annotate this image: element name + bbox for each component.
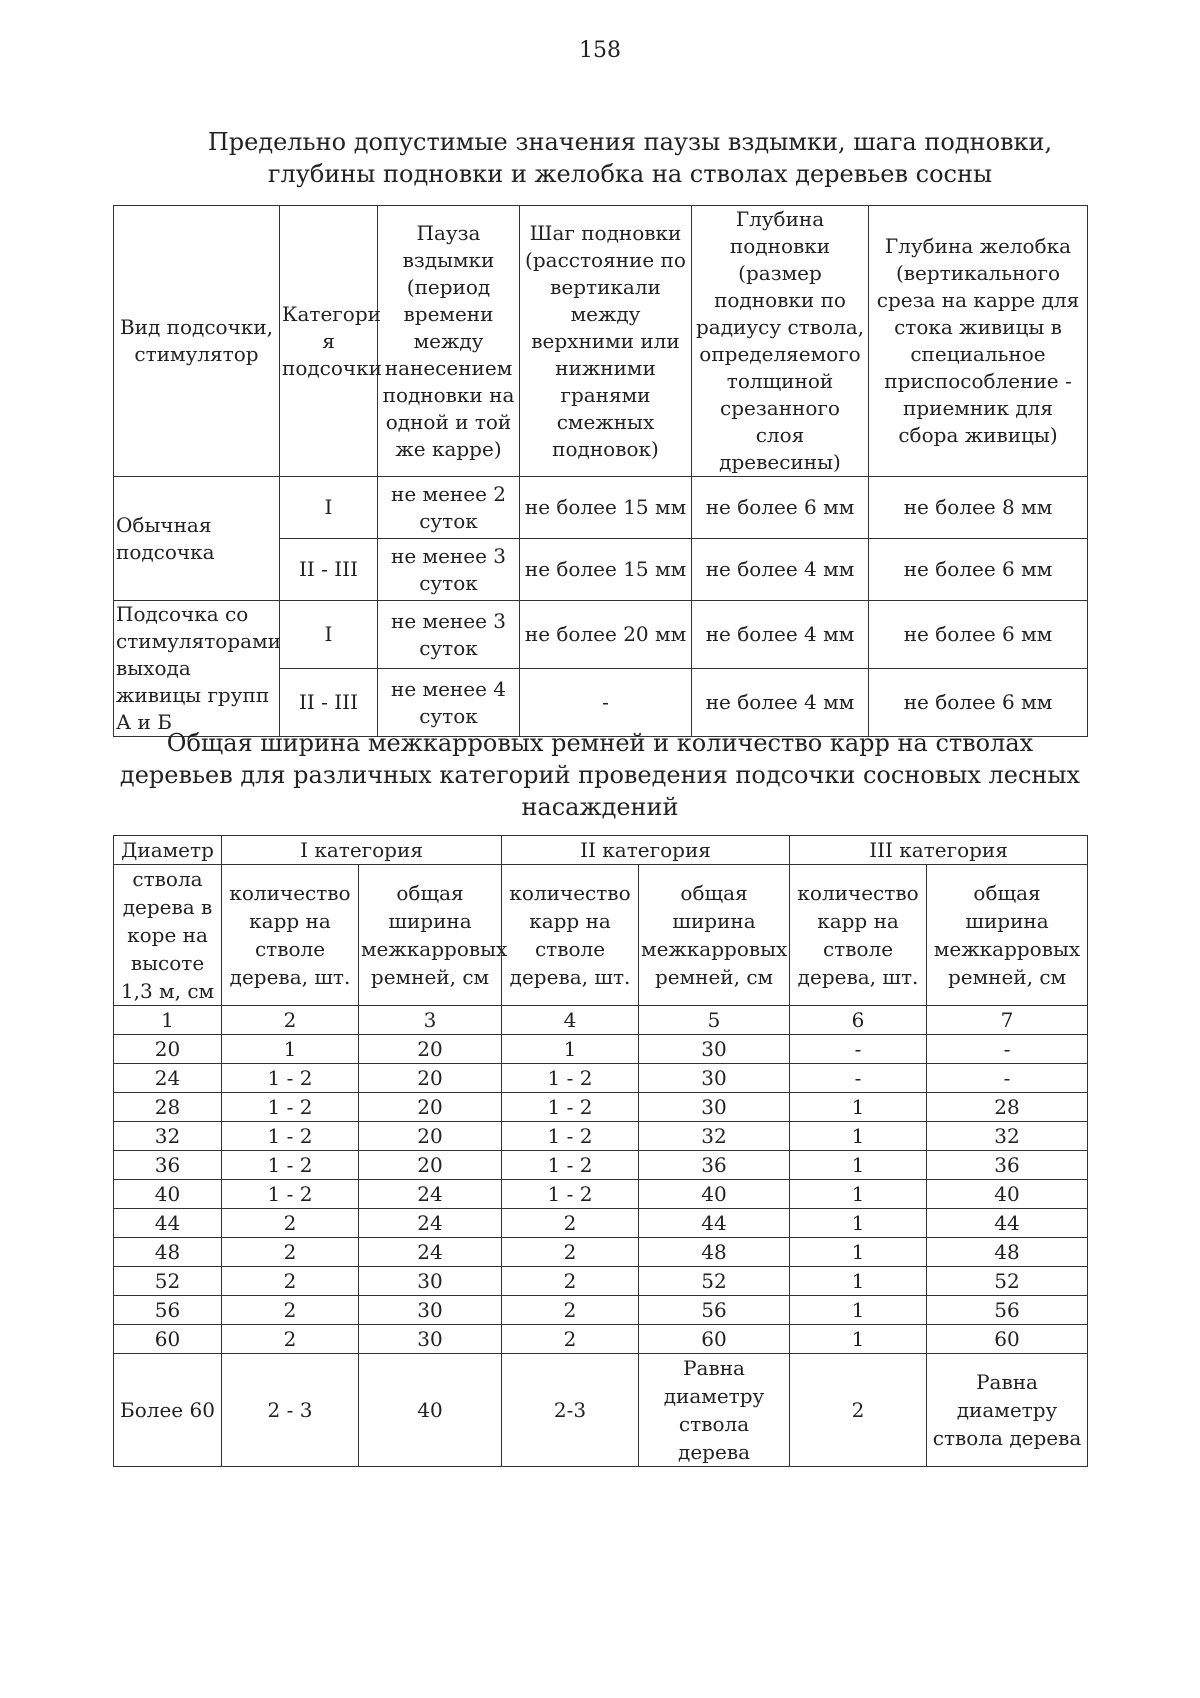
table-cell: 56	[639, 1296, 790, 1325]
table-cell: 28	[927, 1093, 1088, 1122]
tapping-type-cell: Подсочка со стимуляторами выхода живицы групп А и Б	[114, 601, 280, 737]
table-cell: 2	[502, 1296, 639, 1325]
table2-title-line: деревьев для различных категорий проведения подсочки сосновых лесных	[119, 761, 1081, 789]
table2-title-line: насаждений	[521, 793, 679, 821]
table2-title-line: Общая ширина межкарровых ремней и количество карр на стволах	[166, 729, 1034, 757]
header-category-1: I категория	[222, 836, 502, 865]
pause-cell: не менее 4 суток	[378, 669, 520, 737]
table-cell: 20	[359, 1064, 502, 1093]
table1-title-line: глубины подновки и желобка на стволах деревьев сосны	[267, 160, 993, 188]
diameter-cell: 40	[114, 1180, 222, 1209]
table-cell: 32	[639, 1122, 790, 1151]
table-cell: 56	[927, 1296, 1088, 1325]
table-cell: 1	[502, 1035, 639, 1064]
table-cell: 48	[639, 1238, 790, 1267]
groove-cell: не более 6 мм	[869, 669, 1088, 737]
table-cell: 36	[927, 1151, 1088, 1180]
table-cell: 1 - 2	[222, 1180, 359, 1209]
column-number: 6	[790, 1006, 927, 1035]
table-row	[114, 1064, 1088, 1093]
pause-cell: не менее 3 суток	[378, 601, 520, 669]
table-cell: 30	[359, 1325, 502, 1354]
table-header-row	[114, 206, 1088, 477]
table-cell: 20	[359, 1151, 502, 1180]
table-cell: 2	[222, 1238, 359, 1267]
table-cell: 2	[222, 1296, 359, 1325]
table-cell: 40	[639, 1180, 790, 1209]
table-cell: Равна диаметру ствола дерева	[927, 1354, 1088, 1467]
step-cell: не более 15 мм	[520, 477, 692, 539]
table-cell: 1 - 2	[222, 1151, 359, 1180]
table-cell: 2	[502, 1325, 639, 1354]
header-count: количество карр на стволе дерева, шт.	[790, 865, 927, 1006]
table-cell: 2-3	[502, 1354, 639, 1467]
header-width: общая ширина межкарровых ремней, см	[359, 865, 502, 1006]
header-depth: Глубина подновки (размер подновки по радиусу ствола, определяемого толщиной срезанного слоя древесины)	[692, 206, 869, 477]
table-cell: 30	[359, 1296, 502, 1325]
table-cell: 1 - 2	[502, 1122, 639, 1151]
diameter-cell: 44	[114, 1209, 222, 1238]
table-cell: 1	[790, 1122, 927, 1151]
depth-cell: не более 4 мм	[692, 601, 869, 669]
table-cell: 20	[359, 1093, 502, 1122]
table-cell: 2	[222, 1209, 359, 1238]
table-row	[114, 1035, 1088, 1064]
table-row	[114, 1151, 1088, 1180]
table-cell: 2	[502, 1267, 639, 1296]
table-cell: 24	[359, 1238, 502, 1267]
table-cell: 48	[927, 1238, 1088, 1267]
column-number: 4	[502, 1006, 639, 1035]
column-number: 2	[222, 1006, 359, 1035]
diameter-cell: 36	[114, 1151, 222, 1180]
header-groove: Глубина желобка (вертикального среза на карре для стока живицы в специальное приспособление - приемник для сбора живицы)	[869, 206, 1088, 477]
table-cell: 1 - 2	[222, 1122, 359, 1151]
header-category-2: II категория	[502, 836, 790, 865]
column-number: 3	[359, 1006, 502, 1035]
diameter-cell: 28	[114, 1093, 222, 1122]
table-row	[114, 1180, 1088, 1209]
table1-title	[180, 126, 1080, 190]
groove-cell: не более 6 мм	[869, 539, 1088, 601]
table-cell: 1	[790, 1180, 927, 1209]
table-cell: -	[790, 1035, 927, 1064]
header-category-3: III категория	[790, 836, 1088, 865]
table-cell: 52	[639, 1267, 790, 1296]
table-cell: 1	[790, 1296, 927, 1325]
table-cell: 1	[790, 1325, 927, 1354]
header-diameter: Диаметр	[114, 836, 222, 865]
table-cell: 30	[639, 1064, 790, 1093]
table-row	[114, 477, 1088, 539]
table-cell: 1	[790, 1209, 927, 1238]
groove-cell: не более 8 мм	[869, 477, 1088, 539]
table-cell: 24	[359, 1209, 502, 1238]
step-cell: не более 15 мм	[520, 539, 692, 601]
belt-width-table	[113, 835, 1088, 1467]
table-cell: 36	[639, 1151, 790, 1180]
table-row	[114, 601, 1088, 669]
table2-title	[115, 727, 1085, 823]
header-category: Категори я подсочки	[280, 206, 378, 477]
table-cell: 1 - 2	[502, 1064, 639, 1093]
diameter-cell: 60	[114, 1325, 222, 1354]
depth-cell: не более 4 мм	[692, 669, 869, 737]
header-pause: Пауза вздымки (период времени между нанесением подновки на одной и той же карре)	[378, 206, 520, 477]
table-cell: 32	[927, 1122, 1088, 1151]
tapping-limits-table	[113, 205, 1088, 737]
table-cell: 1 - 2	[502, 1093, 639, 1122]
diameter-cell: 20	[114, 1035, 222, 1064]
table-cell: 2	[222, 1325, 359, 1354]
diameter-cell: Более 60	[114, 1354, 222, 1467]
header-width: общая ширина межкарровых ремней, см	[927, 865, 1088, 1006]
table-cell: 2	[502, 1238, 639, 1267]
diameter-cell: 56	[114, 1296, 222, 1325]
table-cell: 30	[359, 1267, 502, 1296]
column-number: 7	[927, 1006, 1088, 1035]
table-row	[114, 1093, 1088, 1122]
header-diameter-detail: ствола дерева в коре на высоте 1,3 м, см	[114, 865, 222, 1006]
depth-cell: не более 6 мм	[692, 477, 869, 539]
table-cell: 1 - 2	[502, 1180, 639, 1209]
table-cell: 2	[222, 1267, 359, 1296]
header-tapping-type: Вид подсочки, стимулятор	[114, 206, 280, 477]
table-cell: 2 - 3	[222, 1354, 359, 1467]
header-width: общая ширина межкарровых ремней, см	[639, 865, 790, 1006]
step-cell: -	[520, 669, 692, 737]
table-cell: 40	[359, 1354, 502, 1467]
table-cell: 30	[639, 1093, 790, 1122]
table-cell: 40	[927, 1180, 1088, 1209]
subheader-row	[114, 865, 1088, 1006]
table-cell: 1 - 2	[222, 1093, 359, 1122]
table-cell: 2	[790, 1354, 927, 1467]
table-cell: 60	[927, 1325, 1088, 1354]
category-cell: II - III	[280, 669, 378, 737]
depth-cell: не более 4 мм	[692, 539, 869, 601]
category-cell: II - III	[280, 539, 378, 601]
table-row	[114, 1325, 1088, 1354]
table-row	[114, 1209, 1088, 1238]
pause-cell: не менее 2 суток	[378, 477, 520, 539]
table-cell: 1	[222, 1035, 359, 1064]
diameter-cell: 52	[114, 1267, 222, 1296]
header-count: количество карр на стволе дерева, шт.	[222, 865, 359, 1006]
tapping-type-cell: Обычная подсочка	[114, 477, 280, 601]
table-cell: 24	[359, 1180, 502, 1209]
category-cell: I	[280, 477, 378, 539]
table-cell: 20	[359, 1035, 502, 1064]
table-cell: 1 - 2	[222, 1064, 359, 1093]
groove-cell: не более 6 мм	[869, 601, 1088, 669]
table-cell: -	[927, 1064, 1088, 1093]
table-cell: -	[790, 1064, 927, 1093]
column-number: 1	[114, 1006, 222, 1035]
table-row	[114, 1238, 1088, 1267]
page-number: 158	[579, 38, 621, 63]
table-cell: 1	[790, 1151, 927, 1180]
table-cell: 1	[790, 1267, 927, 1296]
table-cell: 1	[790, 1093, 927, 1122]
table-cell: 44	[639, 1209, 790, 1238]
category-header-row	[114, 836, 1088, 865]
diameter-cell: 48	[114, 1238, 222, 1267]
table-row	[114, 1296, 1088, 1325]
table-cell: Равна диаметру ствола дерева	[639, 1354, 790, 1467]
table-cell: 52	[927, 1267, 1088, 1296]
table-cell: -	[927, 1035, 1088, 1064]
column-number: 5	[639, 1006, 790, 1035]
header-count: количество карр на стволе дерева, шт.	[502, 865, 639, 1006]
table-row	[114, 1354, 1088, 1467]
table-row	[114, 1267, 1088, 1296]
category-cell: I	[280, 601, 378, 669]
table-cell: 2	[502, 1209, 639, 1238]
pause-cell: не менее 3 суток	[378, 539, 520, 601]
table-cell: 1	[790, 1238, 927, 1267]
table-cell: 20	[359, 1122, 502, 1151]
column-number-row	[114, 1006, 1088, 1035]
step-cell: не более 20 мм	[520, 601, 692, 669]
table1-title-line: Предельно допустимые значения паузы вздымки, шага подновки,	[207, 128, 1053, 156]
table-cell: 30	[639, 1035, 790, 1064]
header-step: Шаг подновки (расстояние по вертикали между верхними или нижними гранями смежных подновок)	[520, 206, 692, 477]
table-cell: 44	[927, 1209, 1088, 1238]
diameter-cell: 32	[114, 1122, 222, 1151]
diameter-cell: 24	[114, 1064, 222, 1093]
table-row	[114, 1122, 1088, 1151]
table-cell: 60	[639, 1325, 790, 1354]
table-cell: 1 - 2	[502, 1151, 639, 1180]
